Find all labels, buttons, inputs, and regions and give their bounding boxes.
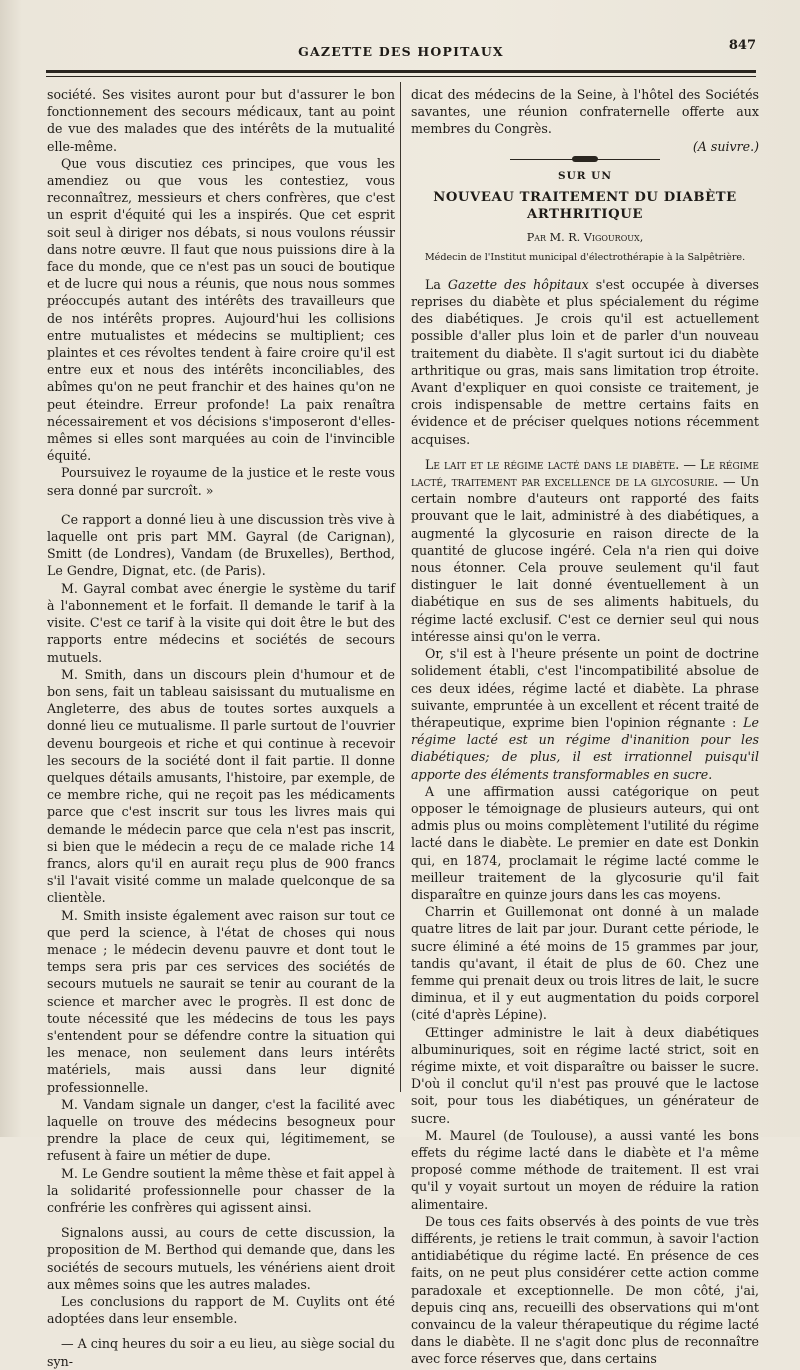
paragraph: M. Gayral combat avec énergie le système du tarif à l'abonnement et le forfait. Il demande le tarif à la visite. C'est ce tarif à la visite qui doit être le but des rapports entre médecins et sociétés de secours mutuels. bbox=[47, 580, 395, 665]
paragraph: Que vous discutiez ces principes, que vous les amendiez ou que vous les contestiez, vous reconnaîtrez, messieurs et chers confrères, que c'est un esprit d'équité qui les a inspirés. Que cet esprit soit seul à diriger nos débats, si nous voulons réussir dans notre œuvre. Il faut que nous puissions dire à la face du monde, que ce n'est pas un souci de boutique et de lucre qui nous a réunis, que nous nous sommes préoccupés autant des intérêts des travailleurs que de nos intérêts propres. Aujourd'hui les collisions entre mutualistes et médecins se multiplient; ces plaintes et ces révoltes tendent à faire croire qu'il est entre eux et nous des intérêts inconciliables, des abîmes qu'on ne peut franchir et des haines qu'on ne peut éteindre. Erreur profonde! La paix renaîtra nécessairement et vos décisions s'imposeront d'elles-mêmes si elles sont marquées au coin de l'invincible équité. bbox=[47, 155, 395, 464]
author-name: Par M. R. Vigouroux, bbox=[526, 231, 644, 245]
running-title: GAZETTE DES HOPITAUX bbox=[298, 44, 504, 59]
page-header bbox=[46, 38, 756, 68]
paragraph: M. Vandam signale un danger, c'est la facilité avec laquelle on trouve des médecins besogneux pour prendre la place de ceux qui, légitimement, se refusent à faire un métier de dupe. bbox=[47, 1096, 395, 1164]
article-pretitle: SUR UN bbox=[558, 169, 612, 182]
article-title: NOUVEAU TRAITEMENT DU DIABÈTE ARTHRITIQUE bbox=[433, 190, 737, 223]
paragraph: M. Le Gendre soutient la même thèse et fait appel à la solidarité professionnelle pour chasser de la confrérie les confrères qui agissent ainsi. bbox=[47, 1165, 395, 1215]
paragraph: — A cinq heures du soir a eu lieu, au siège social du syn- bbox=[47, 1336, 395, 1369]
left-column bbox=[47, 86, 395, 1370]
page-number: 847 bbox=[728, 38, 756, 53]
paragraph: M. Smith, dans un discours plein d'humour et de bon sens, fait un tableau saisissant du mutualisme en Angleterre, des abus de toutes sortes auxquels a donné lieu ce mutualisme. Il parle surtout de l'ouvrier devenu bourgeois et riche et qui continue à recevoir les secours de la société dont il fait partie. Il donne quelques détails amusants, l'histoire, par exemple, de ce membre riche, qui ne reçoit pas les médicaments parce que c'est inscrit sur tous les livres mais qui demande le médecin parce que cela n'est pas inscrit, si bien que le médecin a reçu de ce malade riche 14 francs, alors qu'il en aurait reçu plus de 900 francs s'il l'avait visité comme un malade quelconque de sa clientèle. bbox=[47, 666, 395, 906]
paragraph: De tous ces faits observés à des points de vue très différents, je retiens le trait commun, à savoir l'action antidiabétique du régime lacté. En présence de ces faits, on ne peut plus considérer cette action comme paradoxale et exceptionnelle. De mon côté, j'ai, depuis cinq ans, recueilli des observations qui m'ont convaincu de la valeur thérapeutique du régime lacté dans le diabète. Il ne s'agit donc plus de reconnaître avec force réserves que, dans certains bbox=[411, 1213, 759, 1367]
continuation-paragraph: dicat des médecins de la Seine, à l'hôtel des Sociétés savantes, une réunion confraternelle offerte aux membres du Congrès. bbox=[411, 87, 759, 137]
section-text: Un certain nombre d'auteurs ont rapporté des faits prouvant que le lait, administré à des diabétiques, a augmenté la glycosurie en raison directe de la quantité de glucose ingéré. Cela n'a rien qui doive nous étonner. Cela prouve seulement qu'il faut distinguer le lait donné éventuellement à un diabétique en sus de ses aliments habituels, du régime lacté exclusif. C'est ce dernier seul qui nous intéresse ainsi qu'on le verra. bbox=[411, 474, 759, 644]
column-separator bbox=[400, 82, 401, 1092]
paragraph: M. Smith insiste également avec raison sur tout ce que perd la science, à l'état de choses qui nous menace ; le médecin devenu pauvre et dont tout le temps sera pris par ces services des sociétés de secours mutuels ne saurait se tenir au courant de la science et marcher avec le progrès. Il est donc de toute nécessité que les médecins de tous les pays s'entendent pour se défendre contre la situation qui les menace, non seulement dans leurs intérêts matériels, mais aussi dans leur dignité professionnelle. bbox=[47, 907, 395, 1095]
article-affiliation: Médecin de l'Institut municipal d'électrothérapie à la Salpêtrière. bbox=[424, 251, 746, 263]
header-rule-thin bbox=[46, 76, 756, 77]
section-paragraph bbox=[411, 456, 759, 645]
intro-text: s'est occupée à diverses reprises du diabète et plus spécialement du régime des diabétiques. Je crois qu'il est actuellement possible d'aller plus loin et de parler d'un nouveau traitement du diabète. Il s'agit surtout ici du diabète arthritique ou gras, mais sans limitation trop étroite. Avant d'expliquer en quoi consiste ce traitement, je crois indispensable de mettre certains faits en évidence et de préciser quelques notions récemment acquises. bbox=[411, 276, 760, 447]
paragraph: Œttinger administre le lait à deux diabétiques albuminuriques, soit en régime lacté strict, soit en régime mixte, et voit disparaître ou baisser le sucre. D'où il conclut qu'il n'est pas prouvé que le lactose soit, pour tous les diabétiques, un générateur de sucre. bbox=[411, 1024, 759, 1126]
quote-paragraph bbox=[411, 645, 759, 783]
paragraph: Charrin et Guillemonat ont donné à un malade quatre litres de lait par jour. Durant cette période, le sucre éliminé a été moins de 15 grammes par jour, tandis qu'avant, il était de plus de 60. Chez une femme qui prenait deux ou trois litres de lait, le sucre diminua, et il y eut augmentation du poids corporel (cité d'après Lépine). bbox=[411, 904, 759, 1023]
header-rule-thick bbox=[46, 70, 756, 73]
section-heading: Le lait et le régime lacté dans le diabète. — Le régime lacté, traitement par excellence de la glycosurie. — bbox=[411, 456, 759, 490]
quoted-opinion: Le régime lacté est un régime d'inanition pour les diabétiques; de plus, il est irrationnel puisqu'il apporte des éléments transformables en sucre. bbox=[411, 714, 759, 782]
paragraph: Les conclusions du rapport de M. Cuylits ont été adoptées dans leur ensemble. bbox=[47, 1294, 395, 1327]
to-be-continued: (A suivre.) bbox=[692, 138, 759, 154]
section-ornament bbox=[510, 159, 660, 160]
quote-lead: Or, s'il est à l'heure présente un point de doctrine solidement établi, c'est l'incompatibilité absolue de ces deux idées, régime lacté et diabète. La phrase suivante, empruntée à un excellent et récent traité de thérapeutique, exprime bien l'opinion régnante : bbox=[411, 646, 759, 730]
paragraph: M. Maurel (de Toulouse), a aussi vanté les bons effets du régime lacté dans le diabète et l'a même proposé comme méthode de traitement. Il est vrai qu'il y voyait surtout un moyen de réduire la ration alimentaire. bbox=[411, 1127, 759, 1212]
journal-name: Gazette des hôpitaux bbox=[447, 276, 589, 292]
paragraph: Signalons aussi, au cours de cette discussion, la proposition de M. Berthod qui demande que, dans les sociétés de secours mutuels, les vénériens aient droit aux mêmes soins que les autres malades. bbox=[47, 1225, 395, 1292]
paragraph: Poursuivez le royaume de la justice et le reste vous sera donné par surcroît. » bbox=[47, 465, 395, 498]
intro-paragraph bbox=[411, 276, 759, 448]
paragraph: société. Ses visites auront pour but d'assurer le bon fonctionnement des secours médicaux, tant au point de vue des malades que des intérêts de la mutualité elle-même. bbox=[47, 87, 395, 154]
paragraph: Ce rapport a donné lieu à une discussion très vive à laquelle ont pris part MM. Gayral (de Carignan), Smitt (de Londres), Vandam (de Bruxelles), Berthod, Le Gendre, Dignat, etc. (de Paris). bbox=[47, 511, 395, 579]
intro-lead: La bbox=[425, 276, 448, 292]
article-author bbox=[411, 229, 759, 246]
paragraph: A une affirmation aussi catégorique on peut opposer le témoignage de plusieurs auteurs, qui ont admis plus ou moins complètement l'utilité du régime lacté dans le diabète. Le premier en date est Donkin qui, en 1874, proclamait le régime lacté comme le meilleur traitement de la glycosurie qu'il fait disparaître en quinze jours dans les cas moyens. bbox=[411, 783, 759, 902]
right-column bbox=[411, 86, 759, 1368]
